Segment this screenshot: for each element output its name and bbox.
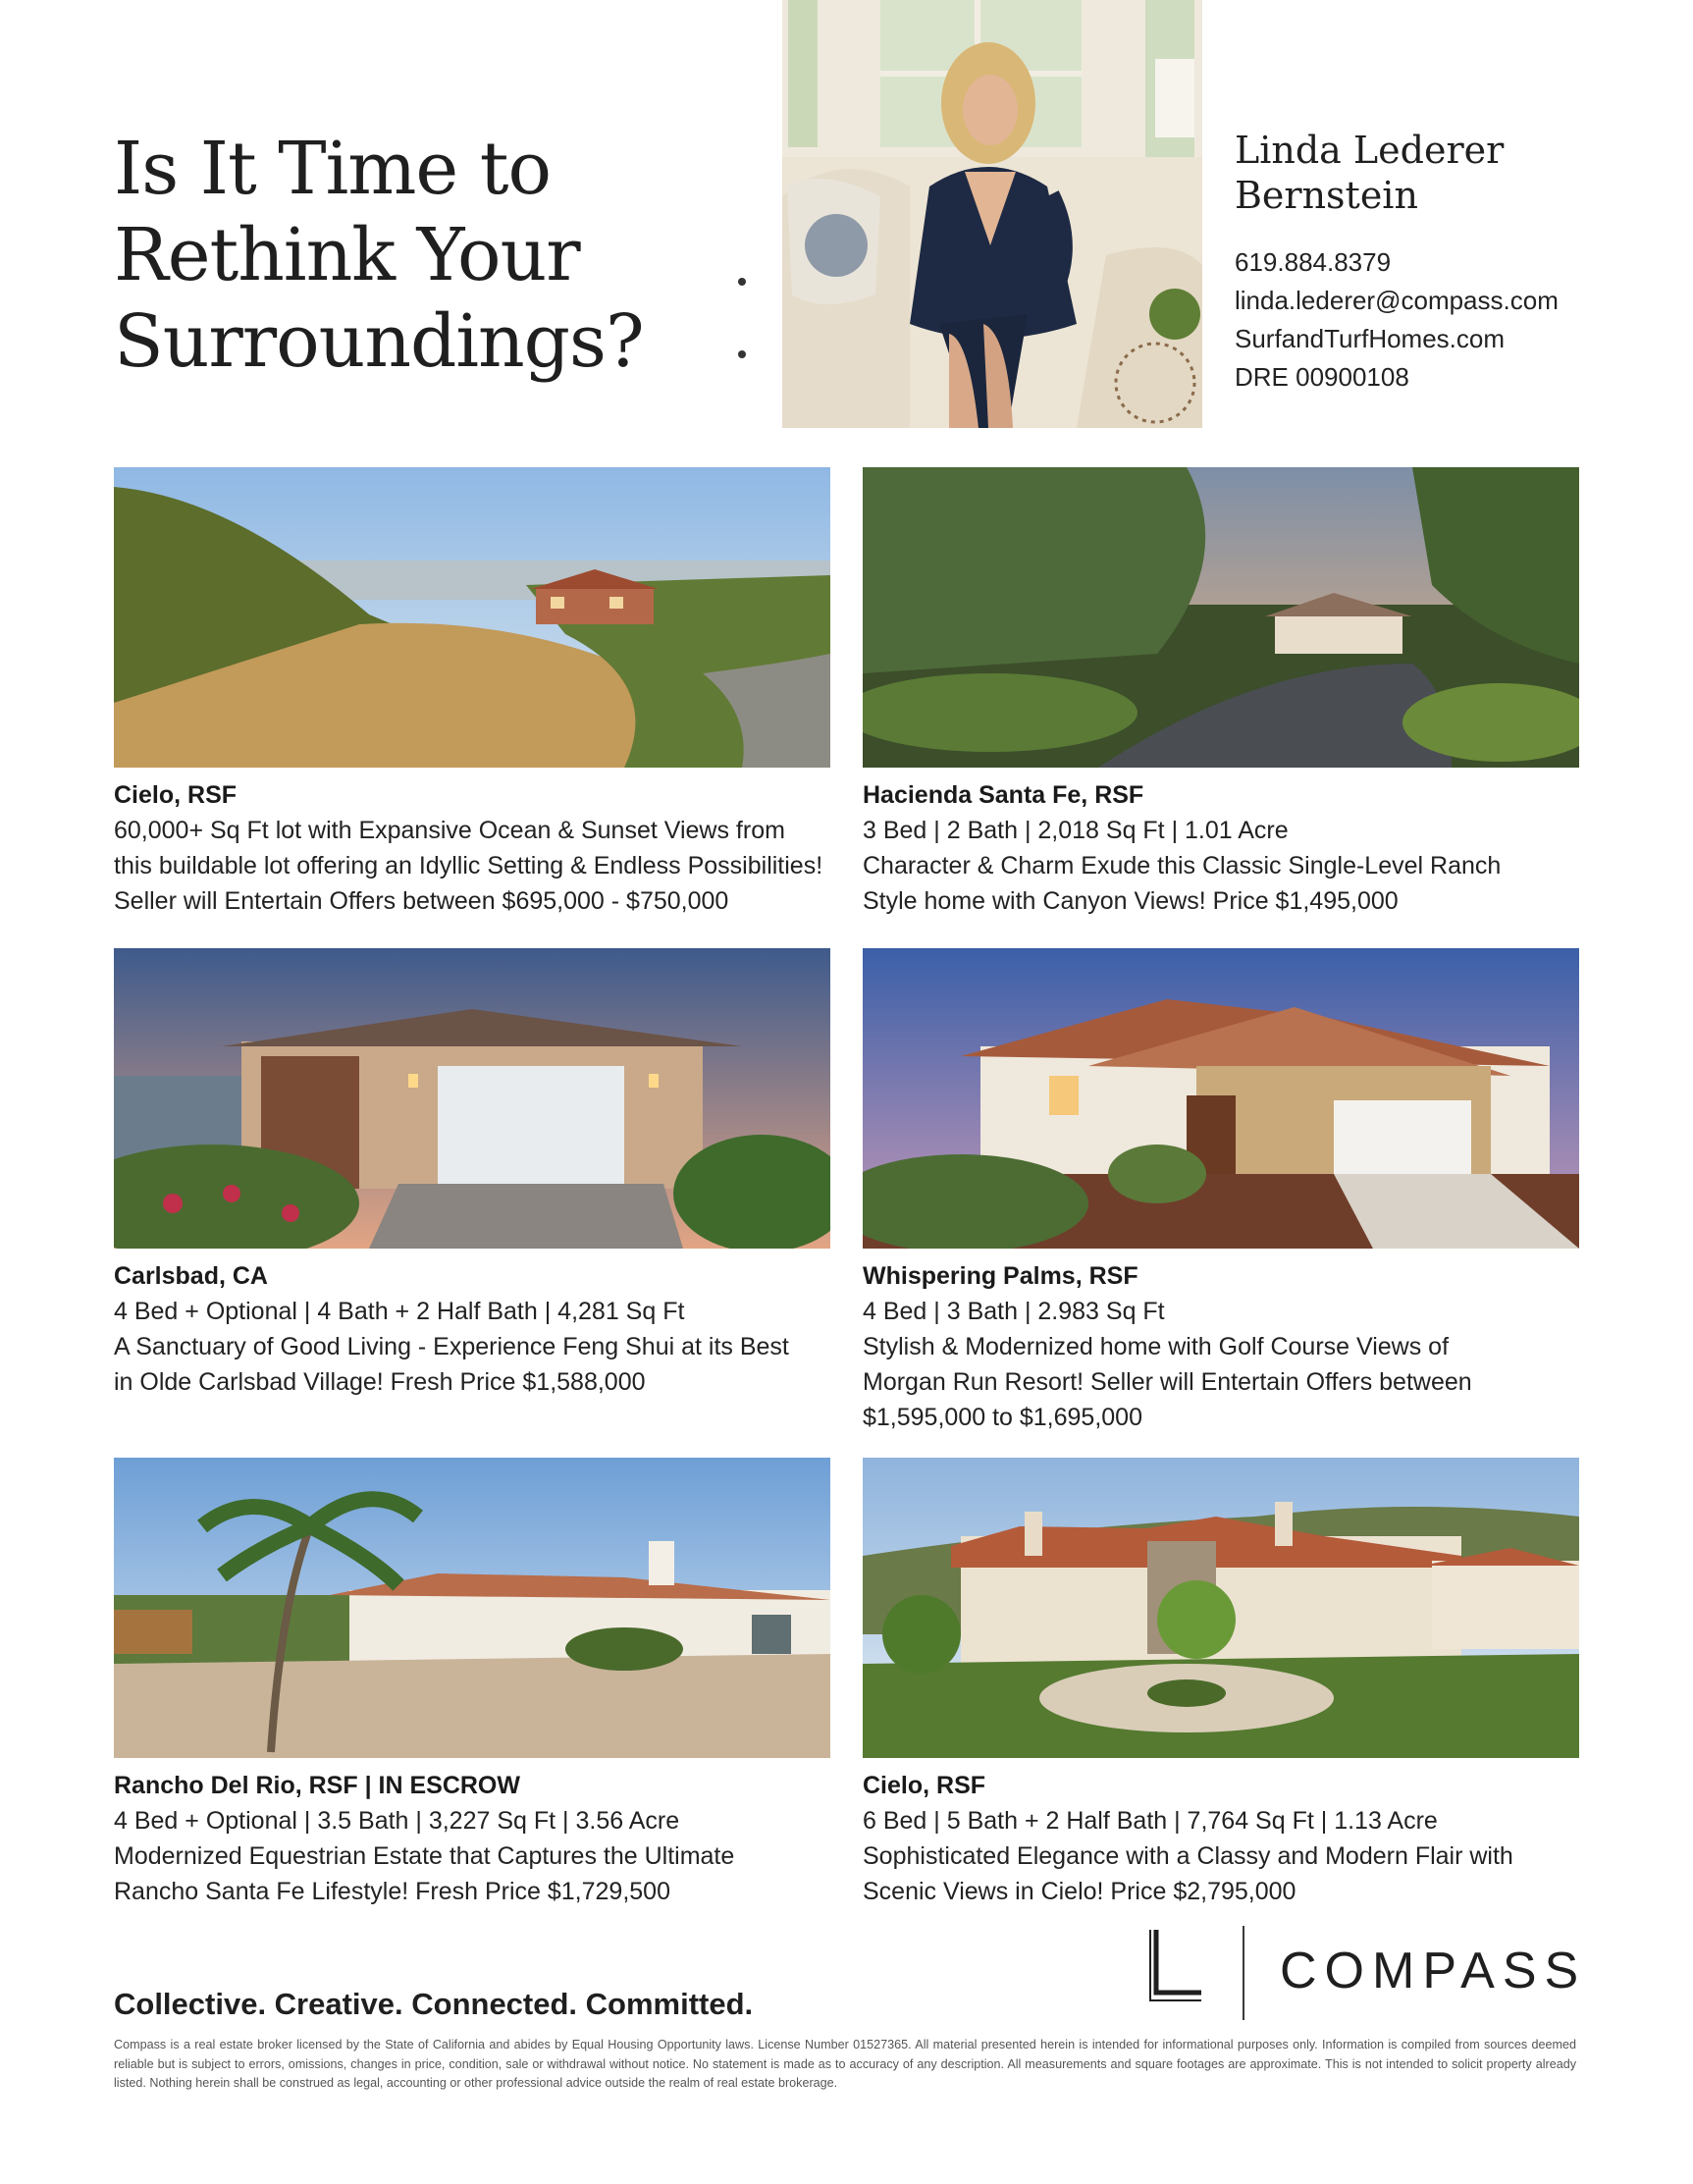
listing-title: Whispering Palms, RSF <box>863 1262 1138 1290</box>
listing-title: Rancho Del Rio, RSF | IN ESCROW <box>114 1772 520 1799</box>
listing-title: Cielo, RSF <box>114 781 238 809</box>
listing-card <box>114 1458 830 1909</box>
agent-name <box>1235 128 1667 218</box>
brand-l-logo-icon <box>1148 1928 1203 2011</box>
listing-detail: Style home with Canyon Views! Price $1,495,000 <box>863 887 1399 915</box>
listing-photo <box>114 467 830 768</box>
listing-title: Carlsbad, CA <box>114 1262 268 1290</box>
listing-detail: Modernized Equestrian Estate that Captures the Ultimate <box>114 1842 735 1870</box>
listing-detail: Stylish & Modernized home with Golf Course Views of <box>863 1333 1450 1360</box>
agent-phone[interactable]: 619.884.8379 <box>1235 247 1392 277</box>
listing-detail: this buildable lot offering an Idyllic Setting & Endless Possibilities! <box>114 852 823 879</box>
agent-portrait-photo <box>782 0 1202 428</box>
listing-photo <box>863 948 1579 1249</box>
compass-logo: COMPASS <box>1280 1943 1587 1999</box>
listing-detail: Scenic Views in Cielo! Price $2,795,000 <box>863 1878 1296 1905</box>
listing-detail: 4 Bed + Optional | 3.5 Bath | 3,227 Sq Ft | 3.56 Acre <box>114 1807 680 1835</box>
listing-detail: in Olde Carlsbad Village! Fresh Price $1,588,000 <box>114 1368 646 1396</box>
agent-license: DRE 00900108 <box>1235 362 1409 392</box>
legal-disclaimer: Compass is a real estate broker licensed by the State of California and abides by Equal Housing Opportunity laws. License Number 01527365. All material presented herein is intended for informational purposes only. Information is compiled from sources deemed reliable but is subject to errors, omissions, changes in price, condition, sale or withdrawal without notice. No statement is made as to accuracy of any description. All measurements and square footages are approximate. This is not intended to solicit property already listed. Nothing herein shall be construed as legal, accounting or other professional advice outside the realm of real estate brokerage. <box>114 2038 1576 2090</box>
listing-detail: $1,595,000 to $1,695,000 <box>863 1404 1142 1431</box>
listing-photo <box>114 948 830 1249</box>
decorative-dot <box>738 350 746 358</box>
tagline: Collective. Creative. Connected. Committed. <box>114 1987 754 2021</box>
listing-detail: 6 Bed | 5 Bath + 2 Half Bath | 7,764 Sq Ft | 1.13 Acre <box>863 1807 1438 1835</box>
listing-card <box>114 948 830 1400</box>
listing-detail: 4 Bed | 3 Bath | 2.983 Sq Ft <box>863 1298 1165 1325</box>
listing-detail: 4 Bed + Optional | 4 Bath + 2 Half Bath | 4,281 Sq Ft <box>114 1298 685 1325</box>
headline-line-3: Surroundings? <box>114 299 644 384</box>
headline-line-2: Rethink Your <box>114 213 580 297</box>
listing-card <box>863 948 1579 1435</box>
listing-detail: Morgan Run Resort! Seller will Entertain Offers between <box>863 1368 1472 1396</box>
listing-photo <box>114 1458 830 1758</box>
decorative-dot <box>738 278 746 286</box>
agent-name-line-2: Bernstein <box>1235 174 1418 217</box>
listing-card <box>114 467 830 919</box>
listing-title: Cielo, RSF <box>863 1772 986 1799</box>
agent-email[interactable]: linda.lederer@compass.com <box>1235 286 1559 315</box>
listing-detail: Sophisticated Elegance with a Classy and Modern Flair with <box>863 1842 1513 1870</box>
agent-website[interactable]: SurfandTurfHomes.com <box>1235 324 1506 353</box>
listing-detail: Character & Charm Exude this Classic Single-Level Ranch <box>863 852 1502 879</box>
listing-photo <box>863 1458 1579 1758</box>
listing-card <box>863 467 1579 919</box>
listing-detail: Rancho Santa Fe Lifestyle! Fresh Price $1,729,500 <box>114 1878 670 1905</box>
listing-card <box>863 1458 1579 1909</box>
logo-divider <box>1243 1926 1244 2020</box>
listing-detail: Seller will Entertain Offers between $695,000 - $750,000 <box>114 887 729 915</box>
listing-detail: 3 Bed | 2 Bath | 2,018 Sq Ft | 1.01 Acre <box>863 817 1289 844</box>
listing-photo <box>863 467 1579 768</box>
agent-info <box>1235 128 1667 397</box>
headline-line-1: Is It Time to <box>114 127 552 211</box>
listing-title: Hacienda Santa Fe, RSF <box>863 781 1144 809</box>
listing-detail: 60,000+ Sq Ft lot with Expansive Ocean & Sunset Views from <box>114 817 785 844</box>
listing-detail: A Sanctuary of Good Living - Experience Feng Shui at its Best <box>114 1333 789 1360</box>
headline <box>114 126 663 385</box>
agent-name-line-1: Linda Lederer <box>1235 129 1505 172</box>
